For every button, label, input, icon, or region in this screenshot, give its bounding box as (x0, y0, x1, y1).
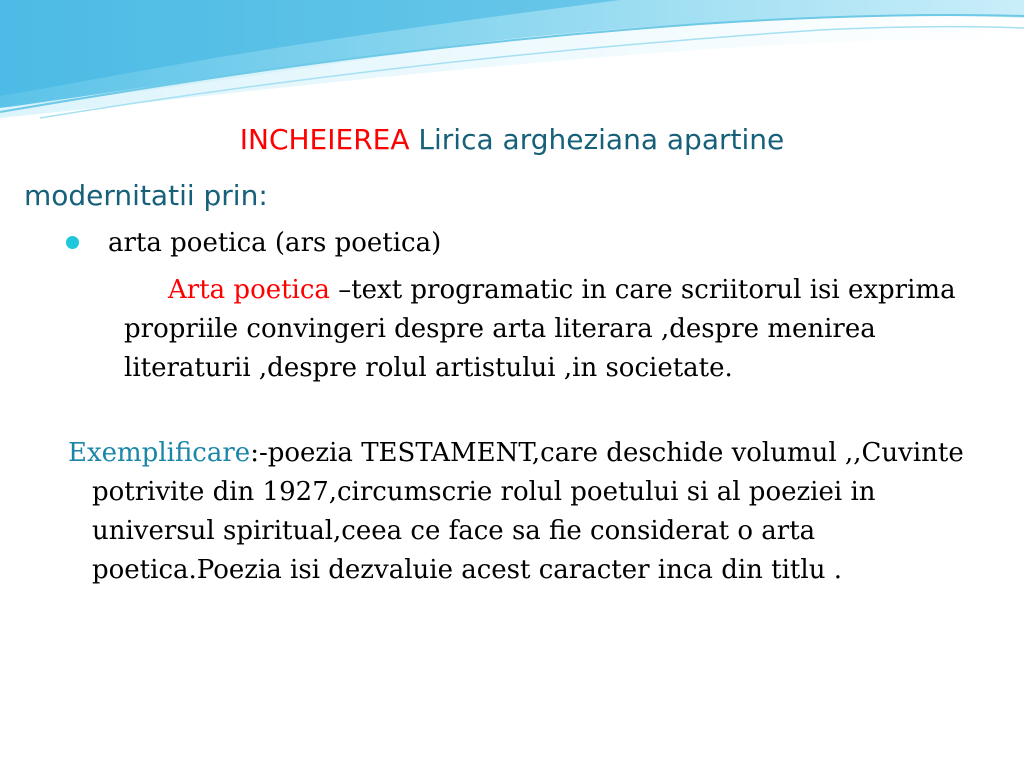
definition-text: –text programatic in care scriitorul isi exprima propriile convingeri despre arta literara ,despre menirea literaturii ,despre rolul artistului ,in societate. (124, 275, 956, 383)
slide-title (24, 112, 1000, 224)
definition-paragraph (92, 271, 980, 388)
example-label: Exemplificare (68, 438, 251, 468)
title-highlight: INCHEIEREA (239, 123, 410, 156)
example-paragraph (68, 434, 980, 590)
definition-term: Arta poetica (168, 275, 330, 305)
title-text: Lirica argheziana apartine (418, 123, 785, 156)
slide-body (60, 224, 980, 590)
example-text: :-poezia TESTAMENT,care deschide volumul ,,Cuvinte potrivite din 1927,circumscrie rolul poetului si al poeziei in universul spiritual,ceea ce face sa fie considerat o arta poetica.Poezia isi dezvaluie acest caracter inca din titlu . (92, 438, 964, 585)
bullet-text: arta poetica (ars poetica) (108, 228, 442, 258)
title-line-2: modernitatii prin: (24, 179, 268, 212)
bullet-item (60, 224, 980, 263)
bullet-dot-icon (66, 236, 79, 249)
